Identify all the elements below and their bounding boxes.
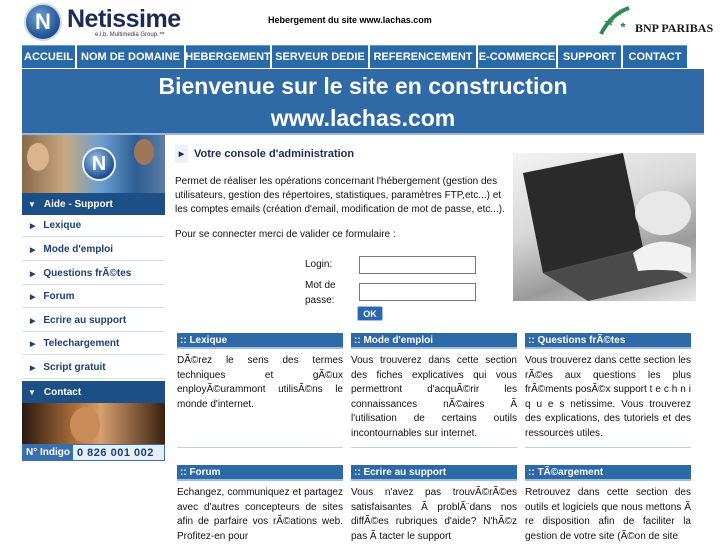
box-title[interactable]: :: TÃ©argement [525, 465, 691, 481]
bnp-name: BNP PARIBAS [635, 20, 714, 35]
ok-button[interactable]: OK [357, 306, 383, 321]
nav-accueil[interactable]: ACCUEIL [22, 45, 75, 68]
box-title[interactable]: :: Lexique [177, 333, 343, 349]
sidebar-item-label: Telechargement [43, 338, 120, 349]
nav-e-commerce[interactable]: E-COMMERCE [478, 45, 556, 68]
chevron-right-icon: ▶ [175, 145, 188, 163]
box-text: Retrouvez dans cette section des outils et logiciels que nous mettons Ã re disposition afin de faciliter la gestion de votre site (Ã©on de site [525, 487, 691, 542]
box-text: Vous n'avez pas trouvÃ©rÃ©es satisfaisantes Ã problÃ¨dans nos diffÃ©es rubriques d'aide? N'hÃ©z pas Ã tacter le support [351, 487, 517, 542]
nav-support[interactable]: SUPPORT [558, 45, 621, 68]
logo-subtitle: e.l.b. Multimedia Group.™ [95, 32, 165, 38]
box-title[interactable]: :: Ecrire au support [351, 465, 517, 481]
sidebar-item-telechargement[interactable] [22, 333, 165, 355]
sidebar-item-label: Script gratuit [43, 362, 106, 373]
sidebar-item-label: Ecrire au support [43, 315, 127, 326]
indigo-phone: 0 826 001 002 [77, 446, 154, 459]
support-photo [22, 135, 165, 193]
laptop-photo [513, 153, 696, 301]
nav-serveur-dedie[interactable]: SERVEUR DEDIE [272, 45, 368, 68]
main-nav [22, 44, 704, 69]
bnp-paribas-logo [597, 4, 713, 40]
person-face-icon [134, 139, 154, 165]
box-text: Vous trouverez dans cette section les rÃ©es aux questions les plus frÃ©ments posÃ©x support t e c h n i q u e s netissime. Vous trouverez des explications, des tutoriels et des ressources utiles. [525, 355, 691, 439]
nav-hebergement[interactable]: HEBERGEMENT [186, 45, 270, 68]
chevron-down-icon: ▼ [28, 199, 36, 209]
logo-name: Netissime [67, 5, 181, 33]
password-input[interactable] [359, 283, 476, 301]
box-forum [177, 465, 343, 544]
nav-contact[interactable]: CONTACT [623, 45, 687, 68]
chevron-right-icon: ▶ [30, 293, 36, 301]
sidebar-item-label: Questions frÃ©tes [43, 268, 132, 279]
nav-referencement[interactable]: REFERENCEMENT [370, 45, 476, 68]
sidebar-item-questions[interactable] [22, 263, 165, 285]
sidebar-item-label: Forum [43, 291, 75, 302]
sidebar-item-forum[interactable] [22, 286, 165, 308]
netissime-logo-icon: N [24, 3, 62, 41]
box-divider [351, 447, 517, 448]
console-title [175, 144, 354, 164]
sidebar-head-label: Contact [43, 386, 82, 398]
nav-nom-de-domaine[interactable]: NOM DE DOMAINE [77, 45, 184, 68]
box-mode-emploi [351, 333, 517, 441]
chevron-right-icon: ▶ [30, 222, 36, 230]
person-face-icon [27, 143, 49, 171]
chevron-right-icon: ▶ [30, 317, 36, 325]
box-title[interactable]: :: Questions frÃ©tes [525, 333, 691, 349]
sidebar-item-label: Lexique [43, 220, 82, 231]
box-questions [525, 333, 691, 441]
chevron-right-icon: ▶ [30, 246, 36, 254]
password-label: Mot de passe: [305, 280, 336, 306]
contact-photo [22, 403, 165, 445]
login-label: Login: [305, 259, 333, 270]
box-text: Vous trouverez dans cette section des fiches explicatives qui vous permettront d'acquÃ©rir les connaissances nÃ©aires Ã l'utilisation de certains outils incontournables sur internet. [351, 355, 517, 439]
console-title-label: Votre console d'administration [194, 148, 355, 160]
banner-title: Bienvenue sur le site en construction [158, 73, 568, 99]
sidebar-item-mode-emploi[interactable] [22, 239, 165, 261]
sidebar-head-contact [22, 381, 165, 403]
chevron-right-icon: ▶ [30, 364, 36, 372]
operator-face-icon [70, 407, 100, 443]
box-text: Echangez, communiquez et partagez avec d'autres concepteurs de sites afin de parfaire vos rÃ©ations web. Profitez-en pour [177, 487, 343, 542]
sidebar-item-lexique[interactable] [22, 215, 165, 237]
sidebar-item-ecrire-support[interactable] [22, 310, 165, 332]
chevron-right-icon: ▶ [30, 340, 36, 348]
banner-domain: www.lachas.com [270, 105, 456, 131]
box-telechargement [525, 465, 691, 544]
box-title[interactable]: :: Mode d'emploi [351, 333, 517, 349]
form-instructions: Pour se connecter merci de valider ce formulaire : [175, 229, 396, 240]
sidebar-item-label: Mode d'emploi [43, 244, 113, 255]
chevron-right-icon: ▶ [30, 270, 36, 278]
sidebar-head-label: Aide - Support [43, 198, 113, 210]
chevron-down-icon: ▼ [28, 387, 36, 397]
netissime-badge-icon: N [82, 147, 116, 181]
hosting-text: Hebergement du site www.lachas.com [268, 15, 432, 25]
box-ecrire-support [351, 465, 517, 544]
box-divider [525, 447, 691, 448]
box-divider [177, 447, 343, 448]
sidebar-item-script-gratuit[interactable] [22, 357, 165, 379]
login-input[interactable] [359, 256, 476, 274]
bnp-stars-icon [597, 4, 633, 40]
box-text: DÃ©rez le sens des termes techniques et gÃ©ux enployÃ©urammont utilisÃ©ns le monde d'internet. [177, 355, 343, 410]
box-lexique [177, 333, 343, 412]
sidebar-head-help [22, 193, 165, 215]
indigo-label: N° Indigo [23, 445, 73, 460]
indigo-number[interactable] [22, 444, 165, 461]
netissime-logo[interactable] [24, 2, 181, 42]
box-title[interactable]: :: Forum [177, 465, 343, 481]
welcome-banner [22, 69, 704, 133]
intro-text: Permet de réaliser les opérations concernant l'hébergement (gestion des utilisateurs, gestion des répertoires, statistiques, paramètres FTP,etc...) et les comptes emails (création d'email, modification de mot de passe, etc...). [175, 176, 505, 215]
